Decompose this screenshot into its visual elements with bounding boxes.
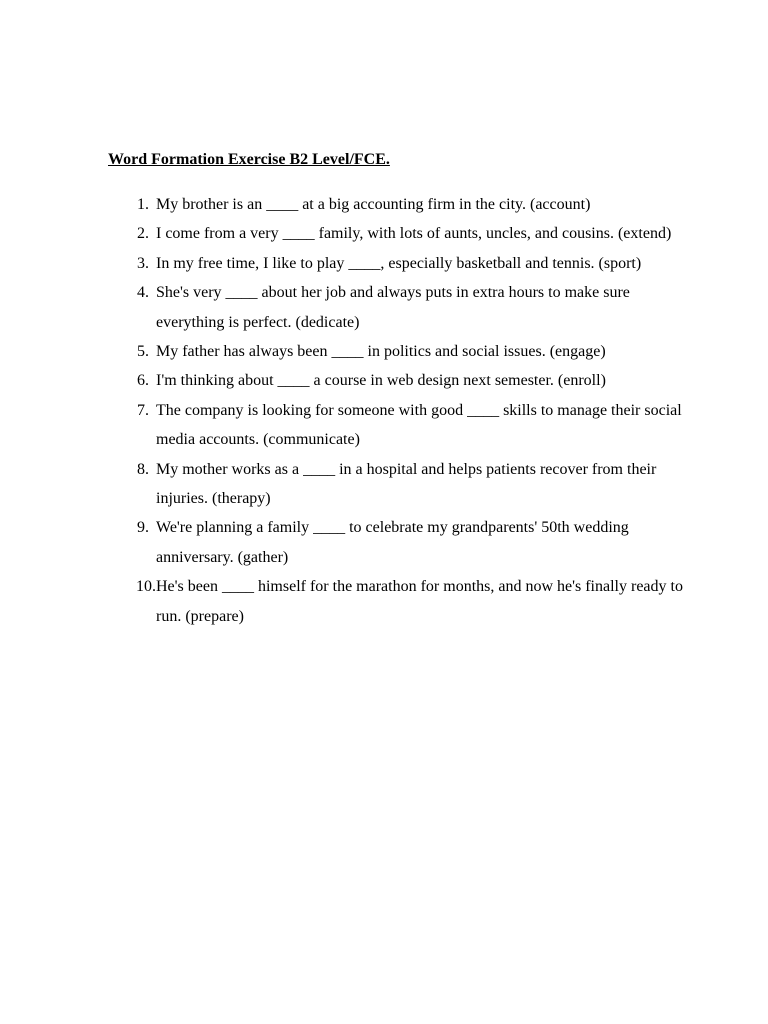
exercise-item-5 [108, 337, 688, 366]
item-number: 6. [137, 372, 149, 390]
item-number: 2. [137, 225, 149, 243]
item-number: 4. [137, 284, 149, 302]
item-text: My brother is an ____ at a big accounting firm in the city. (account) [156, 196, 591, 213]
item-text: We're planning a family ____ to celebrate my grandparents' 50th wedding anniversary. (gather) [156, 519, 629, 566]
exercise-item-3 [108, 249, 688, 278]
item-number: 1. [137, 196, 149, 213]
document-title: Word Formation Exercise B2 Level/FCE. [108, 151, 390, 168]
item-text: My father has always been ____ in politics and social issues. (engage) [156, 343, 606, 361]
exercise-item-1 [108, 190, 688, 219]
item-number: 8. [137, 460, 149, 478]
item-text: My mother works as a ____ in a hospital and helps patients recover from their injuries. (therapy) [156, 460, 657, 508]
item-number: 9. [137, 519, 149, 537]
exercise-list [108, 190, 688, 631]
item-text: In my free time, I like to play ____, especially basketball and tennis. (sport) [156, 254, 642, 272]
exercise-item-8 [108, 455, 688, 514]
exercise-item-6 [108, 366, 688, 395]
item-text: He's been ____ himself for the marathon for months, and now he's finally ready to run. (prepare) [156, 578, 683, 625]
item-text: I come from a very ____ family, with lots of aunts, uncles, and cousins. (extend) [156, 225, 672, 243]
exercise-item-9 [108, 513, 688, 572]
exercise-item-10 [108, 572, 688, 631]
exercise-item-7 [108, 396, 688, 455]
item-text: The company is looking for someone with good ____ skills to manage their social media accounts. (communicate) [156, 401, 682, 449]
item-text: I'm thinking about ____ a course in web design next semester. (enroll) [156, 372, 606, 390]
exercise-item-4 [108, 278, 688, 337]
item-number: 10. [136, 578, 156, 596]
item-number: 3. [137, 254, 149, 272]
item-number: 5. [137, 343, 149, 361]
item-text: She's very ____ about her job and always puts in extra hours to make sure everything is perfect. (dedicate) [156, 284, 630, 331]
item-number: 7. [137, 401, 149, 419]
exercise-item-2 [108, 219, 688, 248]
